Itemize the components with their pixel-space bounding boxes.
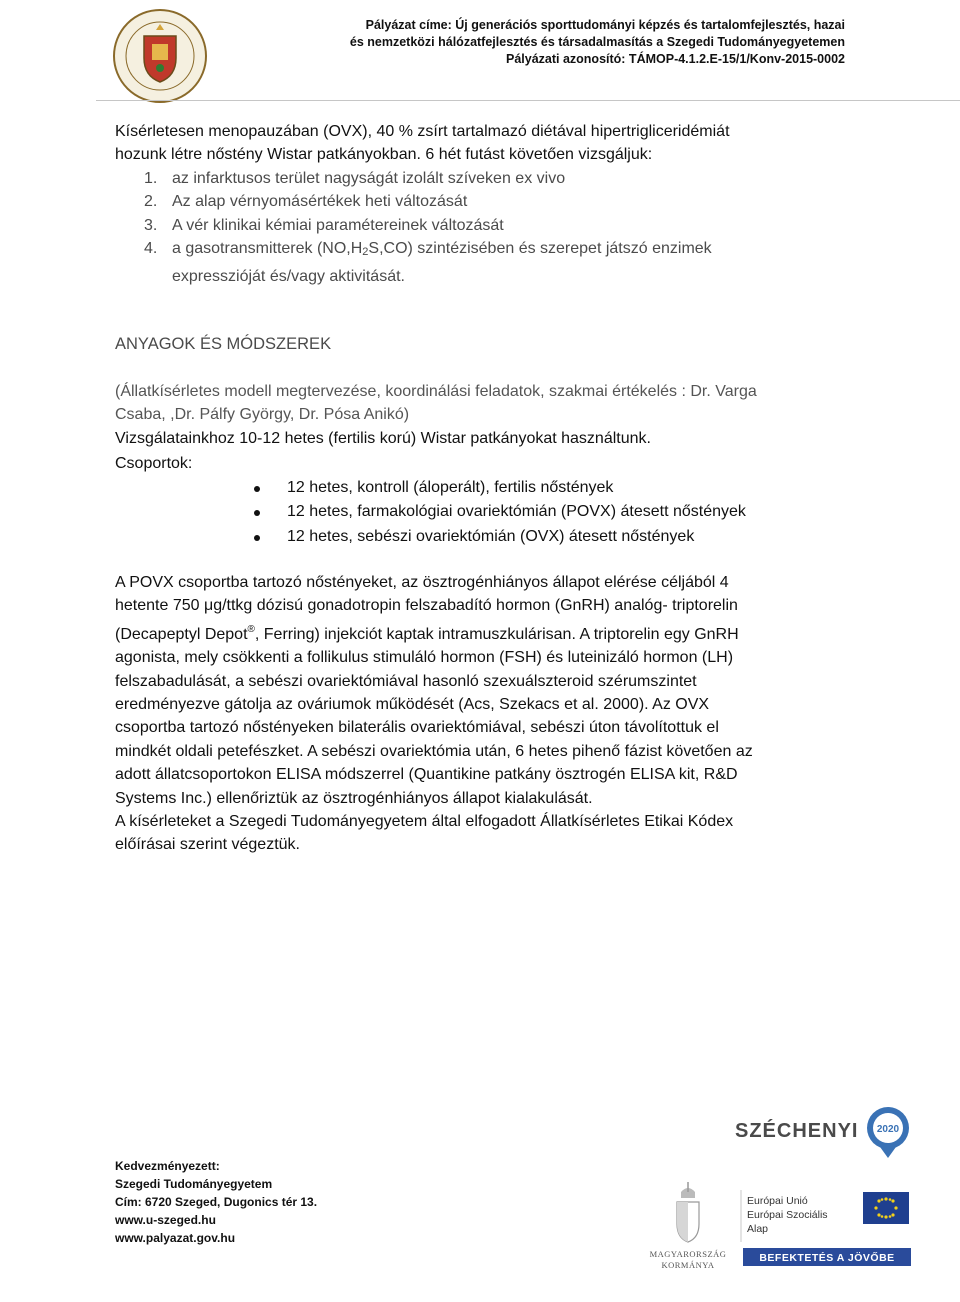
footer-link-u-szeged[interactable]: www.u-szeged.hu — [115, 1213, 216, 1227]
footer-address: Cím: 6720 Szeged, Dugonics tér 13. — [115, 1195, 318, 1209]
footer-link-palyazat[interactable]: www.palyazat.gov.hu — [115, 1231, 236, 1245]
svg-text:KORMÁNYA: KORMÁNYA — [661, 1260, 715, 1270]
aims-list — [115, 167, 845, 288]
animals-text: Vizsgálatainkhoz 10-12 hetes (fertilis korú) Wistar patkányokat használtunk. — [115, 430, 651, 447]
bullet-icon — [254, 510, 260, 516]
groups-list — [115, 476, 845, 549]
paragraph-line: mindkét oldali petefészket. A sebészi ovariektómia után, 6 hetes pihenő fázist követően az — [115, 742, 753, 760]
hungarian-coat-of-arms-icon — [677, 1182, 699, 1242]
list-text-continued: expresszióját és/vagy aktivitását. — [172, 267, 405, 285]
intro-line: Kísérletesen menopauzában (OVX), 40 % zsírt tartalmazó diétával hipertrigliceridémiát — [115, 123, 730, 140]
list-item — [115, 167, 845, 190]
paragraph-line: adott állatcsoportokon ELISA módszerrel (Quantikine patkány ösztrogén ELISA kit, R&D — [115, 766, 738, 784]
intro-line: hozunk létre nőstény Wistar patkányokban. 6 hét futást követően vizsgáljuk: — [115, 146, 653, 164]
list-text: a gasotransmitterek (NO,H2S,CO) szintézisében és szerepet játszó enzimek — [172, 240, 712, 259]
university-seal-icon — [112, 8, 208, 104]
paragraph-line: agonista, mely csökkenti a follikulus stimuláló hormon (FSH) és luteinizáló hormon (LH) — [115, 649, 734, 667]
list-text: az infarktusos terület nagyságát izolált szíveken ex vivo — [172, 170, 566, 187]
paragraph-line: A kísérleteket a Szegedi Tudományegyetem által elfogadott Állatkísérletes Etikai Kódex — [115, 813, 734, 831]
list-text: 12 hetes, kontroll (áloperált), fertilis nőstények — [287, 479, 614, 496]
intro-paragraph — [115, 120, 845, 167]
section-heading: ANYAGOK ÉS MÓDSZEREK — [115, 335, 332, 353]
svg-text:Európai Unió: Európai Unió — [747, 1195, 808, 1207]
paragraph-line: hetente 750 μg/ttkg dózisú gonadotropin felszabadító hormon (GnRH) analóg- triptorelin — [115, 597, 738, 615]
header-divider — [96, 100, 960, 101]
header-project-id: Pályázati azonosító: TÁMOP-4.1.2.E-15/1/Konv-2015-0002 — [505, 52, 845, 66]
list-item — [115, 237, 845, 288]
list-item — [115, 500, 845, 524]
credits-line: Csaba, ,Dr. Pálfy György, Dr. Pósa Anikó) — [115, 406, 410, 424]
szechenyi-2020-logo — [733, 1104, 911, 1159]
svg-text:BEFEKTETÉS A JÖVŐBE: BEFEKTETÉS A JÖVŐBE — [759, 1252, 895, 1264]
list-number: 3. — [144, 216, 158, 234]
list-item — [115, 525, 845, 549]
svg-text:Európai Szociális: Európai Szociális — [747, 1209, 828, 1221]
list-item — [115, 214, 845, 237]
list-text: 12 hetes, farmakológiai ovariektómián (POVX) átesett nőstények — [287, 503, 746, 521]
credits-line: (Állatkísérletes modell megtervezése, koordinálási feladatok, szakmai értékelés : Dr. Varga — [115, 383, 757, 400]
list-item — [115, 190, 845, 213]
groups-label: Csoportok: — [115, 455, 193, 472]
paragraph-line: (Decapeptyl Depot®, Ferring) injekciót kaptak intramuszkulárisan. A triptorelin egy GnRH — [115, 623, 739, 643]
list-text: 12 hetes, sebészi ovariektómián (OVX) átesett nőstények — [287, 527, 695, 545]
list-item — [115, 476, 845, 500]
list-number: 2. — [144, 193, 158, 211]
paragraph-line: csoportba tartozó nőstényeken bilaterális ovariektómiával, sebészi úton távolítottuk el — [115, 719, 719, 737]
header-project-title-1: Pályázat címe: Új generációs sporttudományi képzés és tartalomfejlesztés, hazai — [365, 18, 845, 32]
methods-paragraph — [115, 571, 845, 857]
bullet-icon — [254, 486, 260, 492]
svg-text:2020: 2020 — [876, 1124, 900, 1135]
list-text: A vér klinikai kémiai paramétereinek változását — [172, 216, 504, 234]
list-text: Az alap vérnyomásértékek heti változását — [172, 193, 468, 211]
credits — [115, 380, 845, 427]
svg-text:SZÉCHENYI: SZÉCHENYI — [735, 1120, 859, 1142]
eu-flag-icon — [863, 1192, 909, 1224]
list-number: 4. — [144, 240, 158, 258]
svg-text:MAGYARORSZÁG: MAGYARORSZÁG — [649, 1249, 727, 1259]
header-project-title-2: és nemzetközi hálózatfejlesztés és társadalmasítás a Szegedi Tudományegyetemen — [349, 35, 845, 49]
list-number: 1. — [144, 170, 158, 187]
footer-org: Szegedi Tudományegyetem — [115, 1177, 273, 1191]
paragraph-line: Systems Inc.) ellenőriztük az ösztrogénhiányos állapot kialakulását. — [115, 789, 593, 807]
footer-beneficiary-label: Kedvezményezett: — [115, 1159, 220, 1173]
paragraph-line: előírásai szerint végeztük. — [115, 836, 300, 854]
svg-text:Alap: Alap — [747, 1223, 769, 1235]
paragraph-line: eredményezve gátolja az ováriumok működését (Acs, Szekacs et al. 2000). Az OVX — [115, 696, 710, 714]
bullet-icon — [254, 535, 260, 541]
eu-funding-logos — [649, 1180, 912, 1272]
paragraph-line: A POVX csoportba tartozó nőstényeket, az ösztrogénhiányos állapot elérése céljából 4 — [115, 574, 729, 591]
paragraph-line: felszabadulását, a sebészi ovariektómiával hasonló szexuálszteroid szérumszintet — [115, 672, 697, 690]
